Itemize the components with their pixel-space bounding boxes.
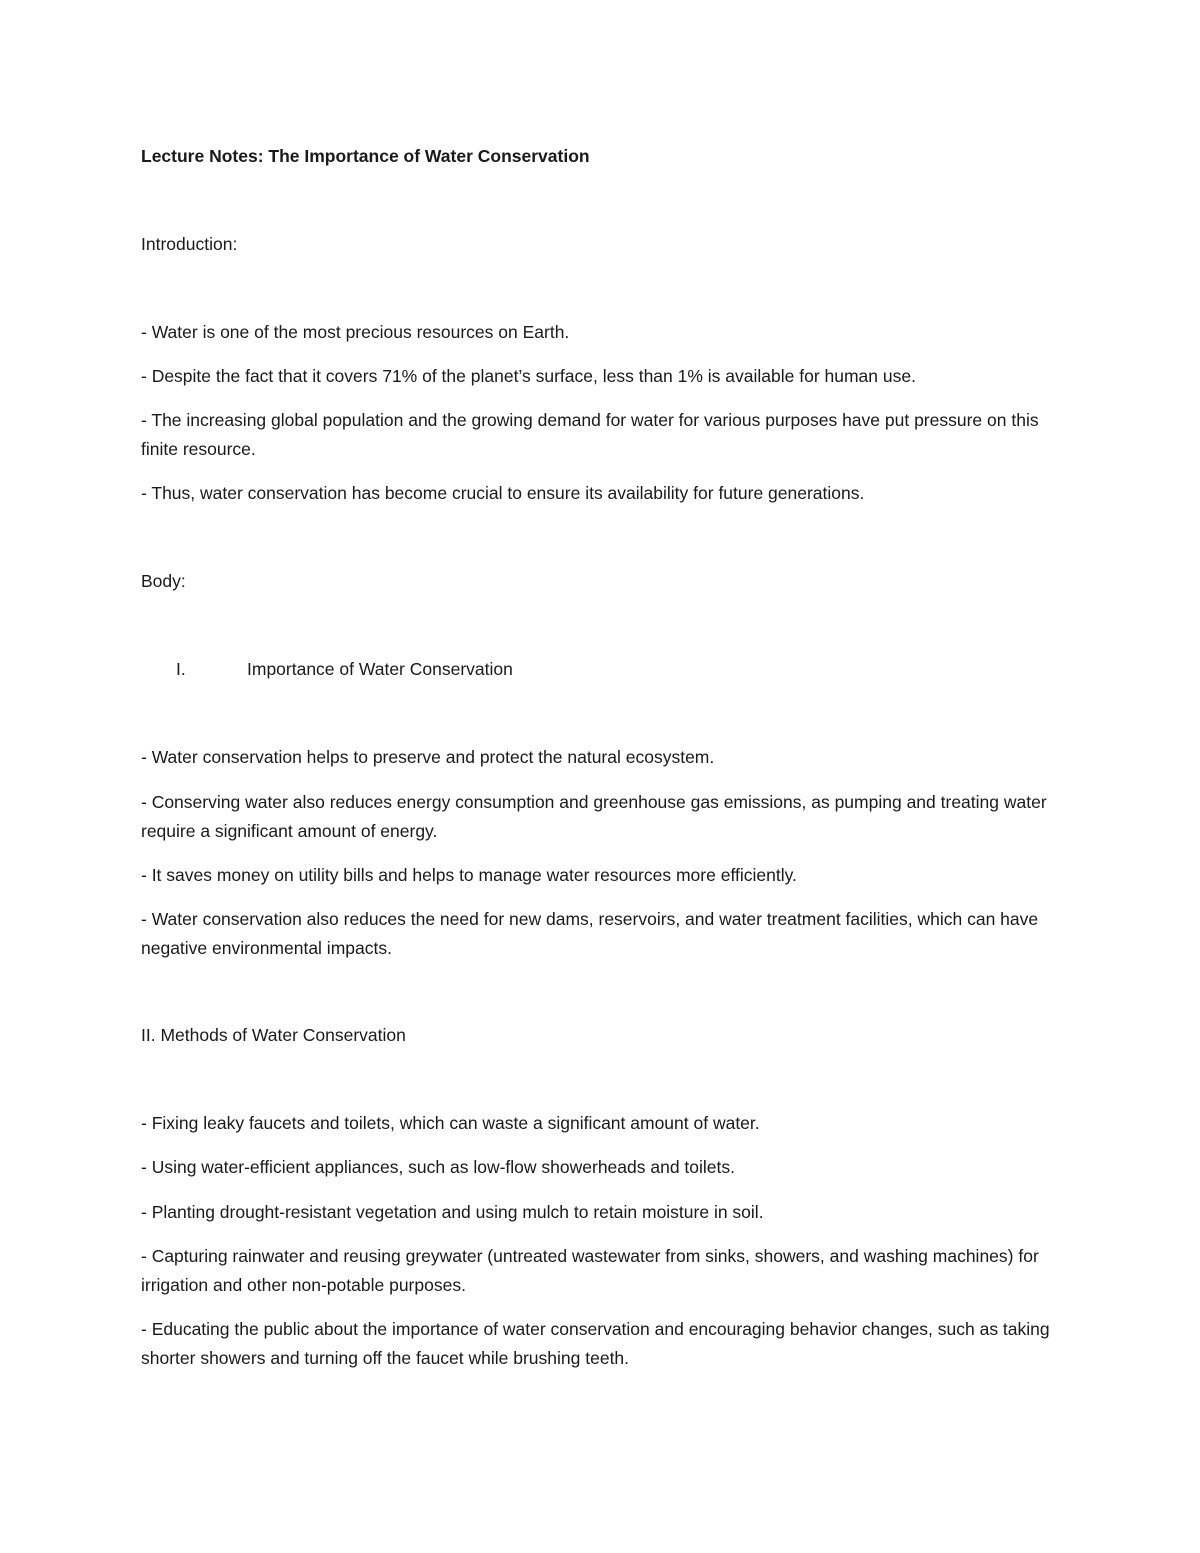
section-1-numeral: I. <box>176 659 186 679</box>
section-2-point-5: - Educating the public about the importance of water conservation and encouraging behavior changes, such as taking shorter showers and turning off the faucet while brushing teeth. <box>141 1319 1050 1368</box>
section-1-title: Importance of Water Conservation <box>247 659 513 679</box>
intro-point-1: - Water is one of the most precious resources on Earth. <box>141 322 570 342</box>
section-2-point-1: - Fixing leaky faucets and toilets, which can waste a significant amount of water. <box>141 1113 760 1133</box>
section-2-point-4: - Capturing rainwater and reusing greywater (untreated wastewater from sinks, showers, and washing machines) for irrigation and other non-potable purposes. <box>141 1246 1039 1295</box>
section-1-point-1: - Water conservation helps to preserve and protect the natural ecosystem. <box>141 747 715 767</box>
section-1-point-2: - Conserving water also reduces energy consumption and greenhouse gas emissions, as pumping and treating water require a significant amount of energy. <box>141 792 1047 841</box>
section-1-point-3: - It saves money on utility bills and helps to manage water resources more efficiently. <box>141 865 797 885</box>
body-heading: Body: <box>141 571 186 591</box>
section-2-point-2: - Using water-efficient appliances, such as low-flow showerheads and toilets. <box>141 1157 736 1177</box>
section-2-title: II. Methods of Water Conservation <box>141 1025 406 1045</box>
introduction-heading: Introduction: <box>141 234 238 254</box>
section-1-point-4: - Water conservation also reduces the need for new dams, reservoirs, and water treatment facilities, which can have negative environmental impacts. <box>141 909 1039 958</box>
section-2-point-3: - Planting drought-resistant vegetation and using mulch to retain moisture in soil. <box>141 1202 764 1222</box>
intro-point-3: - The increasing global population and the growing demand for water for various purposes have put pressure on this finite resource. <box>141 410 1039 459</box>
intro-point-4: - Thus, water conservation has become crucial to ensure its availability for future generations. <box>141 483 865 503</box>
intro-point-2: - Despite the fact that it covers 71% of the planet’s surface, less than 1% is available for human use. <box>141 366 916 386</box>
document-title: Lecture Notes: The Importance of Water Conservation <box>141 146 590 166</box>
